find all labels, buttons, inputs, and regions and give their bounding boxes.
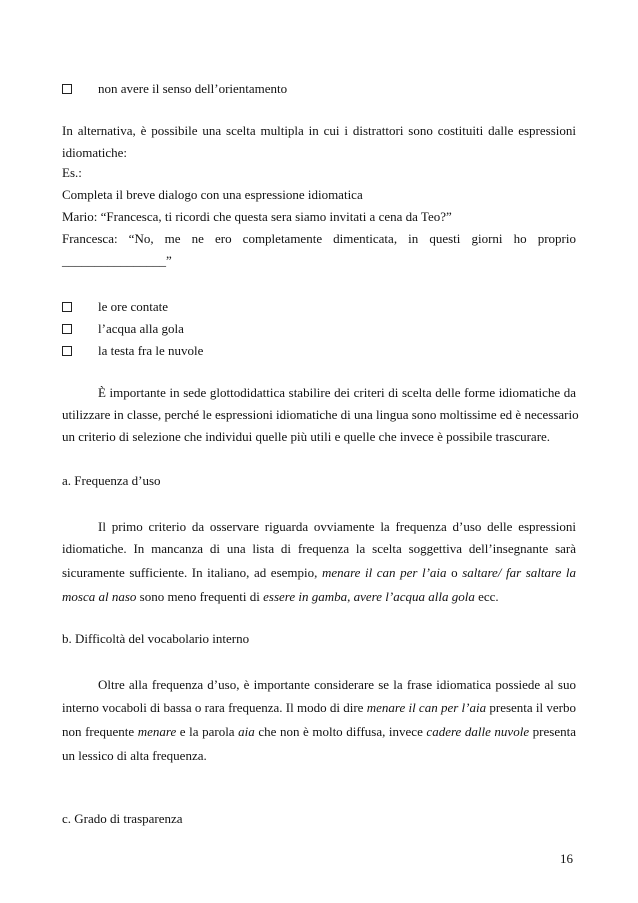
para1-mario: Mario: “Francesca, ti ricordi che questa sera siamo invitati a cena da Teo?” [62, 209, 452, 224]
para2-line2: utilizzare in classe, perché le espressioni idiomatiche di una lingua sono moltissime ed è necessario [62, 407, 579, 422]
para1-francesca: Francesca: “No, me ne ero completamente dimenticata, in questi giorni ho proprio [62, 231, 576, 246]
option-1: le ore contate [62, 299, 168, 315]
checkbox-icon [62, 302, 72, 312]
para2-line1: È importante in sede glottodidattica stabilire dei criteri di scelta delle forme idiomatiche da [98, 385, 576, 400]
para4-line4: un lessico di alta frequenza. [62, 748, 207, 763]
checkbox-icon [62, 84, 72, 94]
para2-line3: un criterio di selezione che individui quelle più utili e quelle che invece è possibile trascurare. [62, 429, 551, 444]
para4-line2: interno vocaboli di bassa o rara frequenza. Il modo di dire menare il can per l’aia presenta il verbo [62, 700, 577, 715]
option-intro: non avere il senso dell’orientamento [62, 81, 287, 97]
heading-c: c. Grado di trasparenza [62, 811, 183, 826]
heading-a: a. Frequenza d’uso [62, 473, 161, 488]
heading-b: b. Difficoltà del vocabolario interno [62, 631, 250, 646]
checkbox-icon [62, 324, 72, 334]
option-3: la testa fra le nuvole [62, 343, 203, 359]
para1-blank: ________________” [62, 253, 172, 268]
para1-instruction: Completa il breve dialogo con una espressione idiomatica [62, 187, 363, 202]
para1-es: Es.: [62, 165, 82, 180]
para3-line4: mosca al naso sono meno frequenti di essere in gamba, avere l’acqua alla gola ecc. [62, 589, 499, 604]
para3-line3: sicuramente sufficiente. In italiano, ad esempio, menare il can per l’aia o saltare/ far saltare la [62, 565, 577, 580]
para3-line1: Il primo criterio da osservare riguarda ovviamente la frequenza d’uso delle espressioni [98, 519, 576, 534]
para1-line2: idiomatiche: [62, 145, 127, 160]
para4-line3: non frequente menare e la parola aia che non è molto diffusa, invece cadere dalle nuvole presenta [62, 724, 576, 739]
page-number: 16 [560, 851, 573, 866]
checkbox-icon [62, 346, 72, 356]
para4-line1: Oltre alla frequenza d’uso, è importante considerare se la frase idiomatica possiede al suo [98, 677, 576, 692]
para3-line2: idiomatiche. In mancanza di una lista di frequenza la scelta soggettiva dell’insegnante sarà [62, 541, 576, 556]
para1-line1: In alternativa, è possibile una scelta multipla in cui i distrattori sono costituiti dalle espressioni [62, 123, 576, 138]
option-2: l’acqua alla gola [62, 321, 184, 337]
